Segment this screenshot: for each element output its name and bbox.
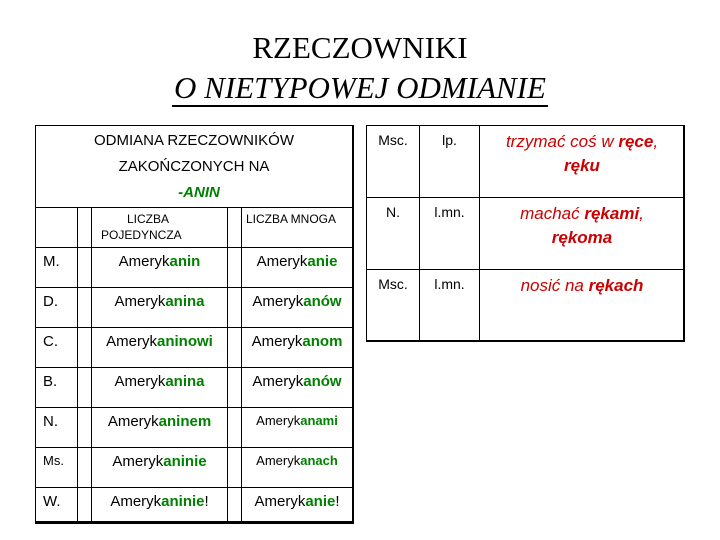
word-ending: anina (165, 373, 205, 390)
punctuation: ! (335, 493, 340, 510)
plural-form (242, 373, 352, 390)
word-stem: Ameryk (112, 453, 164, 470)
word-stem: Ameryk (106, 333, 157, 350)
word-stem: Ameryk (252, 373, 304, 390)
case-label: C. (43, 333, 58, 350)
grid-line (36, 367, 352, 368)
declension-table-header (36, 126, 352, 208)
singular-form (92, 493, 227, 510)
title-line-2 (0, 70, 720, 106)
word-ending: anów (303, 373, 342, 390)
plural-form (242, 453, 352, 468)
grid-line (36, 487, 352, 488)
grid-line (36, 447, 352, 448)
word-ending: aninem (158, 413, 212, 430)
grid-line (36, 407, 352, 408)
grid-line (77, 207, 78, 521)
example-phrase (481, 130, 683, 178)
singular-form (92, 293, 227, 310)
word-ending: anin (169, 253, 201, 270)
word-stem: Ameryk (114, 293, 166, 310)
header-line-2: ZAKOŃCZONYCH NA (118, 158, 270, 175)
number-label: l.mn. (434, 276, 465, 292)
col-plural-header: LICZBA MNOGA (245, 212, 337, 226)
singular-form (92, 333, 227, 350)
plural-form (242, 493, 352, 510)
word-ending: anom (302, 333, 343, 350)
grid-line (479, 126, 480, 340)
case-label: W. (43, 493, 61, 510)
singular-form (92, 453, 227, 470)
word-stem: Ameryk (256, 253, 308, 270)
plural-form (242, 253, 352, 270)
singular-form (92, 373, 227, 390)
word-ending: anów (303, 293, 342, 310)
word-ending: aninowi (157, 333, 213, 350)
word-stem: Ameryk (251, 333, 303, 350)
word-stem: Ameryk (118, 253, 170, 270)
grid-line (227, 207, 228, 521)
grid-line (367, 197, 683, 198)
word-stem: Ameryk (256, 453, 301, 468)
header-line-1: ODMIANA RZECZOWNIKÓW (94, 132, 294, 149)
case-label: N. (43, 413, 58, 430)
word-stem: Ameryk (254, 493, 306, 510)
singular-form (92, 413, 227, 430)
word-ending: aninie (163, 453, 207, 470)
grid-line (419, 126, 420, 340)
phrase-form: rękoma (551, 228, 613, 247)
title-line-1: RZECZOWNIKI (252, 30, 468, 65)
case-label: Msc. (378, 132, 408, 148)
grid-line (36, 247, 352, 248)
case-label: M. (43, 253, 60, 270)
singular-form (92, 253, 227, 270)
example-phrase (481, 274, 683, 298)
phrase-form: rękami (584, 204, 640, 223)
word-stem: Ameryk (114, 373, 166, 390)
punctuation: ! (204, 493, 209, 510)
plural-form (242, 333, 352, 350)
phrase-text: machać (520, 204, 585, 223)
word-ending: aninie (161, 493, 205, 510)
grid-line (36, 287, 352, 288)
punctuation: , (653, 132, 659, 151)
phrase-text: nosić na (520, 276, 589, 295)
punctuation: , (639, 204, 644, 223)
title-line-2-text: O NIETYPOWEJ ODMIANIE (174, 70, 546, 105)
phrases-table (366, 125, 685, 342)
case-label: B. (43, 373, 58, 390)
number-label: l.mn. (434, 204, 465, 220)
word-ending: anina (165, 293, 205, 310)
phrase-form: ręku (564, 156, 600, 175)
example-phrase (481, 202, 683, 250)
col-singular-line-1: LICZBA (127, 212, 170, 226)
case-label: N. (386, 204, 400, 220)
case-label: Ms. (43, 453, 64, 468)
word-ending: anie (307, 253, 338, 270)
grid-line (367, 269, 683, 270)
header-suffix: -ANIN (178, 184, 220, 201)
grid-line (36, 327, 352, 328)
plural-form (242, 293, 352, 310)
number-label: lp. (442, 132, 457, 148)
declension-table (35, 125, 354, 524)
word-ending: anami (300, 413, 338, 428)
word-ending: anie (305, 493, 336, 510)
phrase-text: trzymać coś w (505, 132, 619, 151)
phrase-form: rękach (588, 276, 644, 295)
word-stem: Ameryk (107, 413, 159, 430)
plural-form (242, 413, 352, 428)
case-label: D. (43, 293, 58, 310)
word-stem: Ameryk (256, 413, 301, 428)
phrase-form: ręce (618, 132, 654, 151)
word-stem: Ameryk (110, 493, 162, 510)
col-singular-line-2: POJEDYNCZA (101, 228, 182, 242)
word-ending: anach (300, 453, 338, 468)
word-stem: Ameryk (252, 293, 304, 310)
col-singular-header (101, 211, 221, 243)
case-label: Msc. (378, 276, 408, 292)
